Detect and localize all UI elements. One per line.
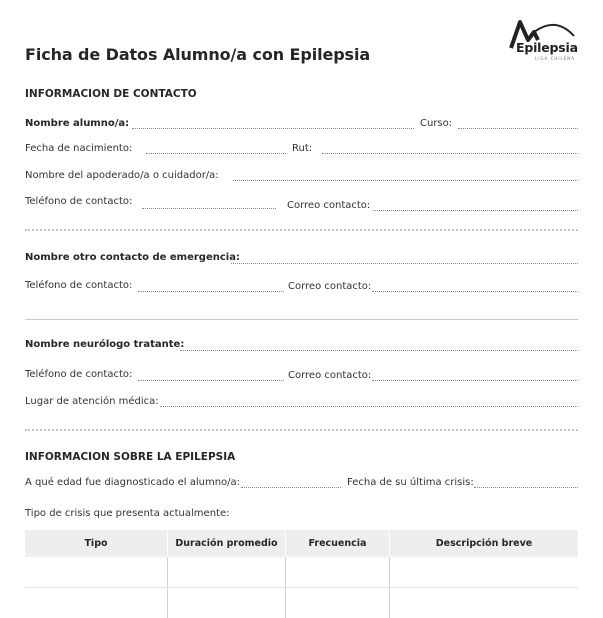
table-cell[interactable] [390,557,578,587]
table-cell[interactable] [286,557,390,587]
rut-field[interactable] [322,153,578,154]
table-cell[interactable] [286,588,390,618]
course-field[interactable] [458,128,578,129]
rut-label: Rut: [292,143,313,154]
neurologist-name-label: Nombre neurólogo tratante: [25,339,185,350]
neurologist-email-field[interactable] [372,380,578,381]
section-divider [25,229,578,231]
email-field[interactable] [373,210,578,211]
logo-subtitle: LIGA CHILENA [535,56,575,61]
page-title: Ficha de Datos Alumno/a con Epilepsia [25,45,371,64]
crisis-type-label: Tipo de crisis que presenta actualmente: [25,508,230,519]
neurologist-name-field[interactable] [180,350,578,351]
table-cell[interactable] [390,588,578,618]
neurologist-phone-field[interactable] [138,380,284,381]
table-row [25,588,578,618]
emergency-email-label: Correo contacto: [288,281,372,292]
guardian-name-field[interactable] [233,180,578,181]
emergency-email-field[interactable] [372,291,578,292]
emergency-phone-label: Teléfono de contacto: [25,280,133,291]
birth-date-label: Fecha de nacimiento: [25,143,133,154]
col-header-duracion: Duración promedio [168,530,286,557]
table-row [25,557,578,588]
phone-field[interactable] [142,208,276,209]
table-cell[interactable] [25,557,168,587]
last-crisis-label: Fecha de su última crisis: [347,477,474,488]
birth-date-field[interactable] [146,153,286,154]
table-cell[interactable] [25,588,168,618]
col-header-tipo: Tipo [25,530,168,557]
col-header-frecuencia: Frecuencia [286,530,390,557]
student-name-label: Nombre alumno/a: [25,118,130,129]
medical-place-label: Lugar de atención médica: [25,396,159,407]
emergency-phone-field[interactable] [138,291,284,292]
section-divider [25,429,578,431]
phone-label: Teléfono de contacto: [25,196,133,207]
student-name-field[interactable] [132,128,414,129]
table-cell[interactable] [168,588,286,618]
medical-place-field[interactable] [160,406,578,407]
table-cell[interactable] [168,557,286,587]
email-label: Correo contacto: [287,200,371,211]
table-header [25,530,578,557]
emergency-contact-label: Nombre otro contacto de emergencia: [25,252,240,263]
last-crisis-field[interactable] [474,487,578,488]
diagnosis-age-label: A qué edad fue diagnosticado el alumno/a: [25,477,241,488]
guardian-name-label: Nombre del apoderado/a o cuidador/a: [25,170,219,181]
course-label: Curso: [420,118,453,129]
contact-section-heading: INFORMACION DE CONTACTO [25,88,197,100]
col-header-descripcion: Descripción breve [435,538,533,549]
neurologist-phone-label: Teléfono de contacto: [25,369,133,380]
epilepsy-section-heading: INFORMACION SOBRE LA EPILEPSIA [25,451,236,463]
emergency-contact-field[interactable] [231,263,578,264]
neurologist-email-label: Correo contacto: [288,370,372,381]
crisis-table [25,530,578,618]
section-divider [25,319,578,320]
diagnosis-age-field[interactable] [241,487,341,488]
logo-wordmark: Epilepsia [516,40,578,55]
